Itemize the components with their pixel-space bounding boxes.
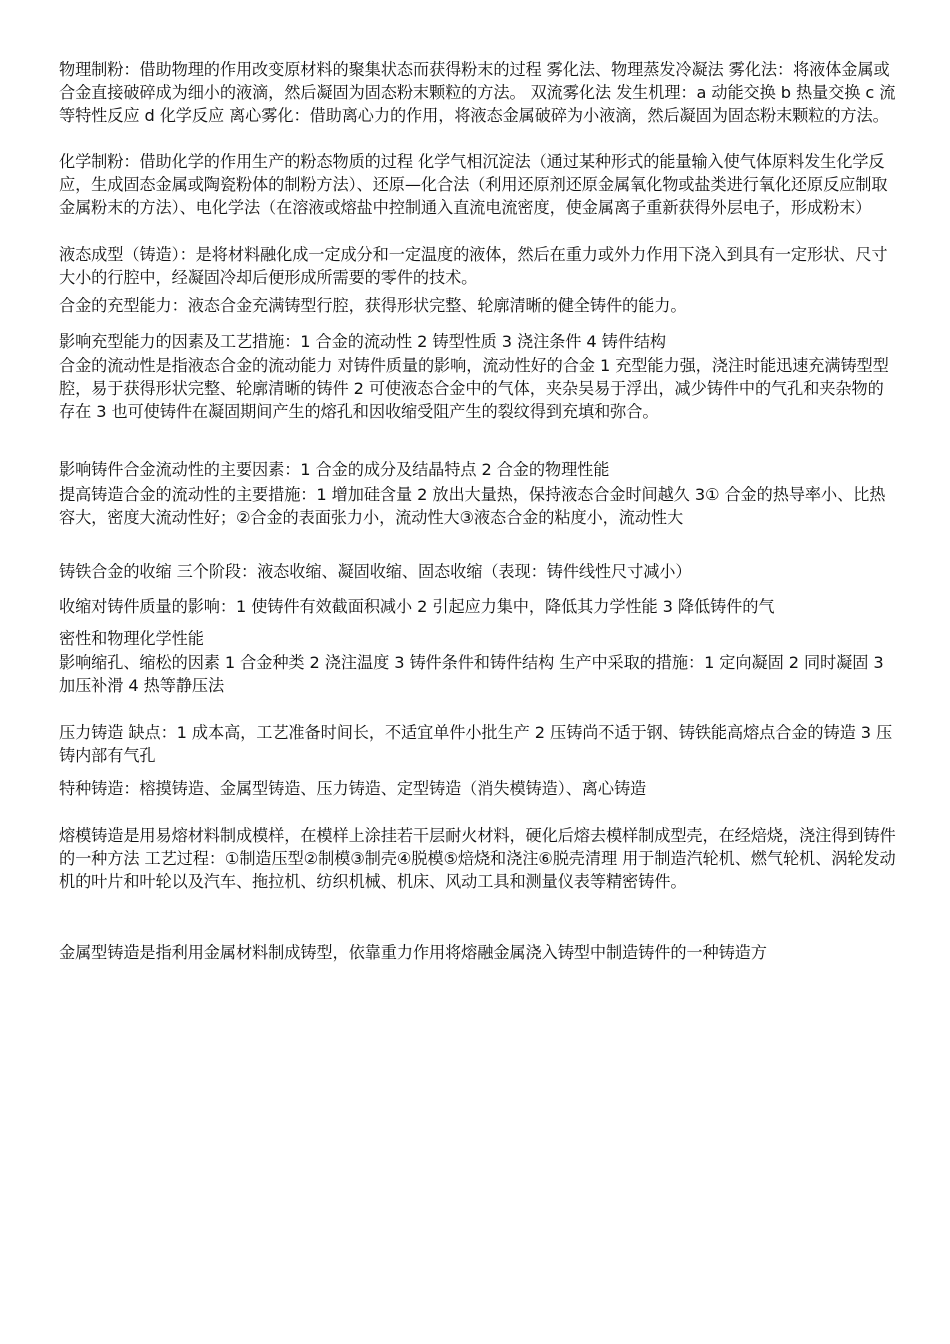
paragraph-fluidity-definition: 合金的流动性是指液态合金的流动能力 对铸件质量的影响，流动性好的合金 1 充型能力强，浇注时能迅速充满铸型型腔，易于获得形状完整、轮廓清晰的铸件 2 可使液态合金中的气体，夹杂吴易于浮出，减少铸件中的气孔和夹杂物的存在 3 也可使铸件在凝固期间产生的熔孔和因收缩受阻产生的裂纹得到充填和弥合。 — [59, 356, 889, 421]
paragraph-filling-factors: 影响充型能力的因素及工艺措施：1 合金的流动性 2 铸型性质 3 浇注条件 4 铸件结构 — [59, 332, 667, 351]
paragraph-physical-powder: 物理制粉：借助物理的作用改变原材料的聚集状态而获得粉末的过程 雾化法、物理蒸发冷凝法 雾化法：将液体金属或合金直接破碎成为细小的液滴，然后凝固为固态粉末颗粒的方法。 双流雾化法 发生机理：a 动能交换 b 热量交换 c 流等特性反应 d 化学反应 离心雾化：借助离心力的作用，将液态金属破碎为小液滴，然后凝固为固态粉末颗粒的方法。 — [59, 60, 896, 125]
paragraph-fluidity-measures: 提高铸造合金的流动性的主要措施：1 增加硅含量 2 放出大量热，保持液态合金时间越久 3① 合金的热导率小、比热容大，密度大流动性好；②合金的表面张力小，流动性大③液态合金的粘度小，流动性大 — [59, 485, 886, 527]
paragraph-die-casting: 压力铸造 缺点：1 成本高，工艺准备时间长，不适宜单件小批生产 2 压铸尚不适于钢、铸铁能高熔点合金的铸造 3 压铸内部有气孔 — [59, 723, 893, 765]
paragraph-shrinkage-effects: 收缩对铸件质量的影响：1 使铸件有效截面积减小 2 引起应力集中，降低其力学性能 3 降低铸件的气 — [59, 597, 775, 616]
paragraph-cast-iron-shrinkage: 铸铁合金的收缩 三个阶段：液态收缩、凝固收缩、固态收缩（表现：铸件线性尺寸减小） — [59, 562, 692, 581]
paragraph-special-casting: 特种铸造：榕摸铸造、金属型铸造、压力铸造、定型铸造（消失模铸造）、离心铸造 — [59, 779, 647, 798]
paragraph-fluidity-factors: 影响铸件合金流动性的主要因素：1 合金的成分及结晶特点 2 合金的物理性能 — [59, 460, 610, 479]
paragraph-chemical-powder: 化学制粉：借助化学的作用生产的粉态物质的过程 化学气相沉淀法（通过某种形式的能量输入使气体原料发生化学反应，生成固态金属或陶瓷粉体的制粉方法）、还原—化合法（利用还原剂还原金属氧化物或盐类进行氧化还原反应制取金属粉末的方法）、电化学法（在溶液或熔盐中控制通入直流电流密度，使金属离子重新获得外层电子，形成粉末） — [59, 152, 888, 217]
paragraph-investment-casting: 熔模铸造是用易熔材料制成模样，在模样上涂挂若干层耐火材料，硬化后熔去模样制成型壳，在经焙烧，浇注得到铸件的一种方法 工艺过程：①制造压型②制模③制壳④脱模⑤焙烧和浇注⑥脱壳清理 用于制造汽轮机、燃气轮机、涡轮发动机的叶片和叶轮以及汽车、拖拉机、纺织机械、机床、风动工具和测量仪表等精密铸件。 — [59, 826, 896, 891]
paragraph-metal-mold-casting: 金属型铸造是指利用金属材料制成铸型，依靠重力作用将熔融金属浇入铸型中制造铸件的一种铸造方 — [59, 943, 767, 962]
paragraph-shrinkage-effects-cont: 密性和物理化学性能 — [59, 629, 204, 648]
paragraph-filling-ability: 合金的充型能力：液态合金充满铸型行腔，获得形状完整、轮廓清晰的健全铸件的能力。 — [59, 296, 687, 315]
paragraph-liquid-forming: 液态成型（铸造）：是将材料融化成一定成分和一定温度的液体，然后在重力或外力作用下浇入到具有一定形状、尺寸大小的行腔中，经凝固冷却后便形成所需要的零件的技术。 — [59, 245, 888, 287]
paragraph-shrinkage-cavity: 影响缩孔、缩松的因素 1 合金种类 2 浇注温度 3 铸件条件和铸件结构 生产中采取的措施：1 定向凝固 2 同时凝固 3 加压补滑 4 热等静压法 — [59, 653, 884, 695]
